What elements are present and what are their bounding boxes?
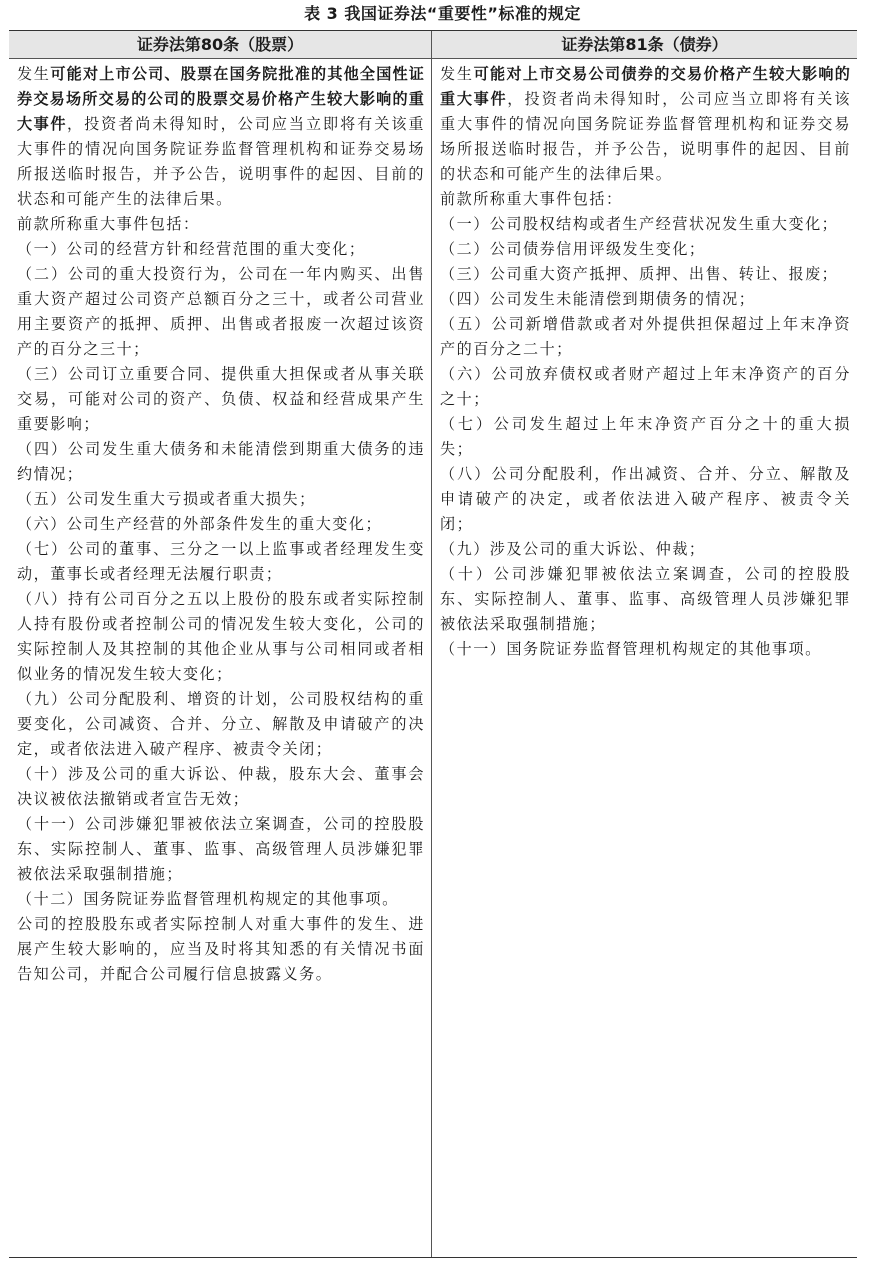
column-header-article-80: 证券法第80条（股票） — [9, 31, 432, 58]
list-item: （七）公司发生超过上年末净资产百分之十的重大损失； — [440, 415, 851, 458]
list-item: （十）公司涉嫌犯罪被依法立案调查，公司的控股股东、实际控制人、董事、监事、高级管理人员涉嫌犯罪被依法采取强制措施； — [440, 565, 851, 633]
list-item: （十一）公司涉嫌犯罪被依法立案调查，公司的控股股东、实际控制人、董事、监事、高级管理人员涉嫌犯罪被依法采取强制措施； — [17, 815, 425, 883]
intro-text: ，投资者尚未得知时，公司应当立即将有关该重大事件的情况向国务院证券监督管理机构和证券交易场所报送临时报告，并予公告，说明事件的起因、目前的状态和可能产生的法律后果。 — [440, 90, 851, 183]
list-item: （十）涉及公司的重大诉讼、仲裁，股东大会、董事会决议被依法撤销或者宣告无效； — [17, 765, 425, 808]
list-item: （一）公司的经营方针和经营范围的重大变化； — [17, 240, 366, 258]
article-80-lead: 前款所称重大事件包括： — [17, 215, 200, 233]
article-80-items — [17, 237, 425, 912]
list-item: （十一）国务院证券监督管理机构规定的其他事项。 — [440, 640, 822, 658]
list-item: （八）持有公司百分之五以上股份的股东或者实际控制人持有股份或者控制公司的情况发生较大变化，公司的实际控制人及其控制的其他企业从事与公司相同或者相似业务的情况发生较大变化； — [17, 590, 425, 683]
list-item: （十二）国务院证券监督管理机构规定的其他事项。 — [17, 890, 399, 908]
list-item: （三）公司重大资产抵押、质押、出售、转让、报废； — [440, 265, 839, 283]
article-81-lead: 前款所称重大事件包括： — [440, 190, 623, 208]
article-80-closing: 公司的控股股东或者实际控制人对重大事件的发生、进展产生较大影响的，应当及时将其知悉的有关情况书面告知公司，并配合公司履行信息披露义务。 — [17, 915, 425, 983]
column-header-article-81: 证券法第81条（债券） — [561, 35, 728, 54]
article-81-cell — [432, 59, 857, 1257]
table-caption: 表 3 我国证券法“重要性”标准的规定 — [304, 4, 581, 23]
intro-emphasis: 可能对上市公司、股票在国务院批准的其他全国性证券交易场所交易的公司的股票交易价格产生较大影响的重大事件 — [17, 65, 425, 133]
article-80-cell — [9, 59, 432, 1257]
table-body-row — [9, 59, 857, 1257]
list-item: （七）公司的董事、三分之一以上监事或者经理发生变动，董事长或者经理无法履行职责； — [17, 540, 425, 583]
list-item: （八）公司分配股利，作出减资、合并、分立、解散及申请破产的决定，或者依法进入破产程序、被责令关闭； — [440, 465, 851, 533]
list-item: （一）公司股权结构或者生产经营状况发生重大变化； — [440, 215, 839, 233]
table-header-row — [9, 31, 857, 59]
list-item: （六）公司放弃债权或者财产超过上年末净资产的百分之十； — [440, 365, 851, 408]
comparison-table — [9, 30, 857, 1258]
list-item: （四）公司发生未能清偿到期债务的情况； — [440, 290, 756, 308]
intro-text: 发生 — [440, 65, 474, 83]
article-80-intro — [17, 62, 425, 212]
list-item: （五）公司新增借款或者对外提供担保超过上年末净资产的百分之二十； — [440, 315, 851, 358]
list-item: （六）公司生产经营的外部条件发生的重大变化； — [17, 515, 383, 533]
intro-text: ，投资者尚未得知时，公司应当立即将有关该重大事件的情况向国务院证券监督管理机构和证券交易场所报送临时报告，并予公告，说明事件的起因、目前的状态和可能产生的法律后果。 — [17, 115, 425, 208]
article-81-intro — [440, 62, 851, 187]
list-item: （九）涉及公司的重大诉讼、仲裁； — [440, 540, 706, 558]
list-item: （二）公司债券信用评级发生变化； — [440, 240, 706, 258]
list-item: （三）公司订立重要合同、提供重大担保或者从事关联交易，可能对公司的资产、负债、权益和经营成果产生重要影响； — [17, 365, 425, 433]
list-item: （五）公司发生重大亏损或者重大损失； — [17, 490, 316, 508]
list-item: （四）公司发生重大债务和未能清偿到期重大债务的违约情况； — [17, 440, 425, 483]
list-item: （九）公司分配股利、增资的计划，公司股权结构的重要变化，公司减资、合并、分立、解散及申请破产的决定，或者依法进入破产程序、被责令关闭； — [17, 690, 425, 758]
article-81-items — [440, 212, 851, 662]
intro-emphasis: 可能对上市交易公司债券的交易价格产生较大影响的重大事件 — [440, 65, 851, 108]
list-item: （二）公司的重大投资行为，公司在一年内购买、出售重大资产超过公司资产总额百分之三十，或者公司营业用主要资产的抵押、质押、出售或者报废一次超过该资产的百分之三十； — [17, 265, 425, 358]
intro-text: 发生 — [17, 65, 51, 83]
